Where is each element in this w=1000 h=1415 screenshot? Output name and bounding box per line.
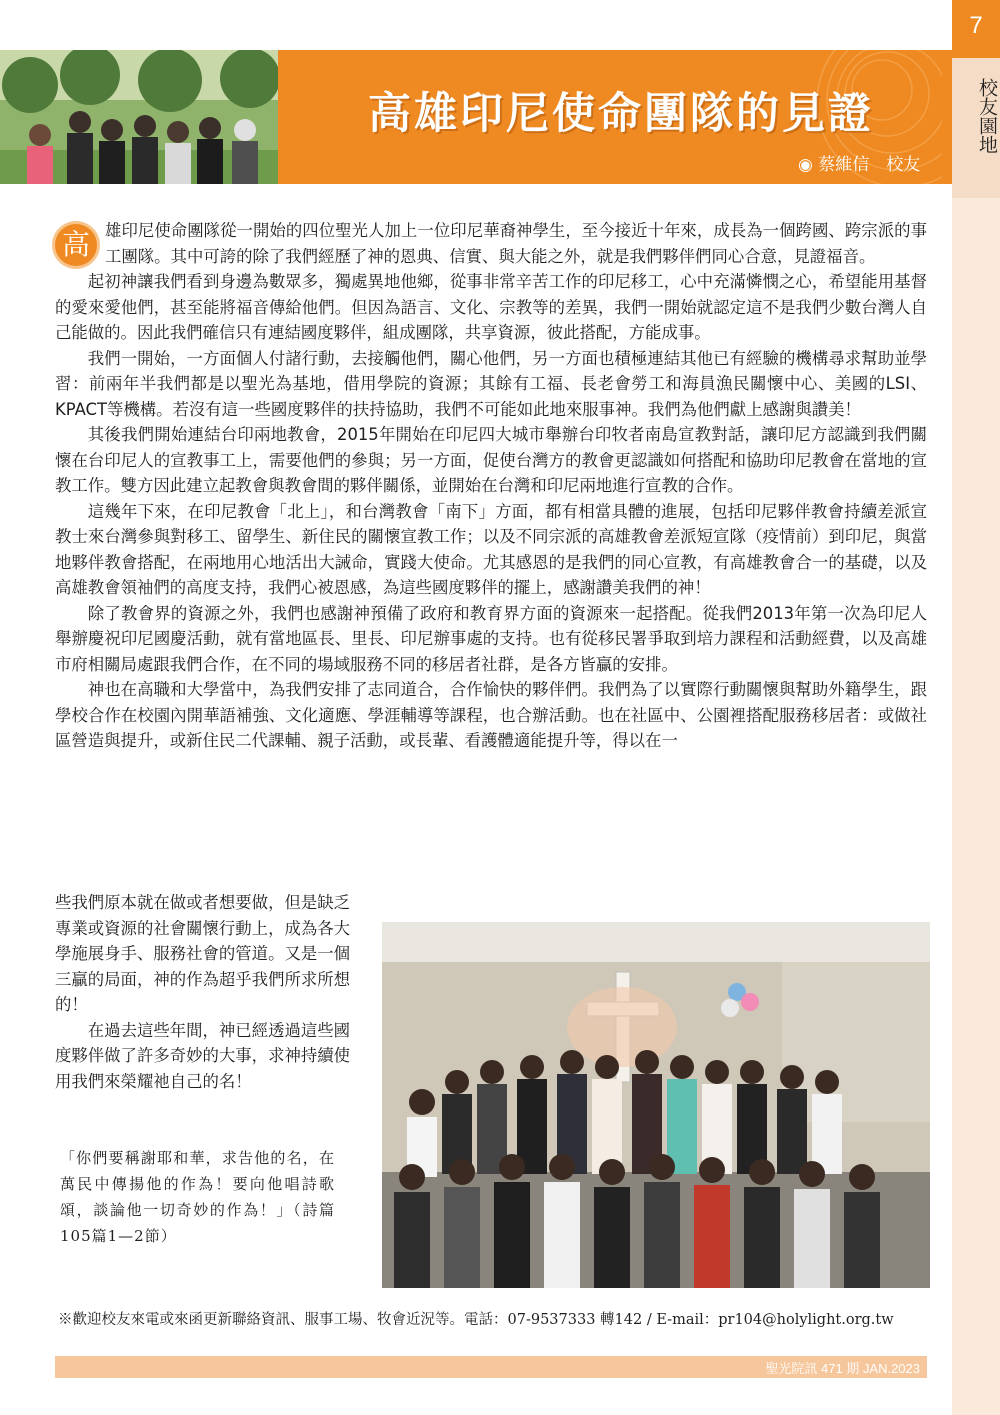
- paragraph: 些我們原本就在做或者想要做，但是缺乏專業或資源的社會關懷行動上，成為各大學施展身手、服務社會的管道。又是一個三贏的局面，神的作為超乎我們所求所想的！: [55, 893, 351, 1014]
- footer-issue: 聖光院訊 471 期 JAN.2023: [765, 1361, 920, 1376]
- page-number: 7: [969, 12, 983, 39]
- paragraph-text: 雄印尼使命團隊從一開始的四位聖光人加上一位印尼華裔神學生，至今接近十年來，成長為一個跨國、跨宗派的事工團隊。其中可誇的除了我們經歷了神的恩典、信實、與大能之外，就是我們夥伴們同心合意，見證福音。: [105, 221, 927, 266]
- paragraph: 神也在高職和大學當中，為我們安排了志同道合，合作愉快的夥伴們。我們為了以實際行動關懷與幫助外籍學生，跟學校合作在校園內開華語補強、文化適應、學涯輔導等課程，也合辦活動。也在社區中、公園裡搭配服務移居者：或做社區營造與提升，或新住民二代課輔、親子活動，或長輩、看護體適能提升等，得以在一: [55, 680, 927, 750]
- paragraph: 這幾年下來，在印尼教會「北上」，和台灣教會「南下」方面，都有相當具體的進展，包括印尼夥伴教會持續差派宣教士來台灣參與對移工、留學生、新住民的關懷宣教工作；以及不同宗派的高雄教會差派短宣隊（疫情前）到印尼，與當地夥伴教會搭配，在兩地用心地活出大誡命，實踐大使命。尤其感恩的是我們的同心宣教，有高雄教會合一的基礎，以及高雄教會領袖們的高度支持，我們心被恩感，為這些國度夥伴的擺上，感謝讚美我們的神！: [55, 501, 927, 597]
- outdoor-group-photo: [0, 50, 278, 184]
- paragraph: 在過去這些年間，神已經透過這些國度夥伴做了許多奇妙的大事，求神持續使用我們來榮耀祂自己的名！: [55, 1020, 351, 1091]
- paragraph: [55, 218, 927, 269]
- paragraph: 其後我們開始連結台印兩地教會，2015年開始在印尼四大城市舉辦台印牧者南島宣教對話，讓印尼方認識到我們關懷在台印尼人的宣教事工上，需要他們的參與；另一方面，促使台灣方的教會更認識如何搭配和協助印尼教會在當地的宣教工作。雙方因此建立起教會與教會間的夥伴關係，並開始在台灣和印尼兩地進行宣教的合作。: [55, 425, 927, 495]
- section-name: 校友園地: [976, 78, 998, 154]
- paragraph: 起初神讓我們看到身邊為數眾多，獨處異地他鄉，從事非常辛苦工作的印尼移工，心中充滿憐憫之心，希望能用基督的愛來愛他們，甚至能將福音傳給他們。但因為語言、文化、宗教等的差異，我們一開始就認定這不是我們少數台灣人自己能做的。因此我們確信只有連結國度夥伴，組成團隊，共享資源，彼此搭配，方能成事。: [55, 272, 927, 342]
- narrow-column: [55, 890, 360, 1094]
- paragraph: 除了教會界的資源之外，我們也感謝神預備了政府和教育界方面的資源來一起搭配。從我們2013年第一次為印尼人舉辦慶祝印尼國慶活動，就有當地區長、里長、印尼辦事處的支持。也有從移民署爭取到培力課程和活動經費，以及高雄市府相關局處跟我們合作，在不同的場域服務不同的移居者社群，是各方皆贏的安排。: [55, 603, 927, 674]
- side-strip: [952, 198, 1000, 1415]
- article-title: 高雄印尼使命團隊的見證: [368, 89, 874, 139]
- bible-verse: 「你們要稱謝耶和華，求告他的名，在萬民中傳揚他的作為！要向他唱詩歌頌，談論他一切奇妙的作為！」（詩篇105篇1—2節）: [60, 1149, 335, 1245]
- contact-info: ※歡迎校友來電或來函更新聯絡資訊、服事工場、牧會近況等。電話：07-9537333 轉142 / E-mail：pr104@holylight.org.tw: [58, 1312, 894, 1328]
- dropcap: 高: [55, 224, 97, 266]
- author-line: ◉ 蔡維信 校友: [798, 155, 921, 175]
- church-group-photo: [382, 922, 930, 1288]
- paragraph: 我們一開始，一方面個人付諸行動，去接觸他們，關心他們，另一方面也積極連結其他已有經驗的機構尋求幫助並學習：前兩年半我們都是以聖光為基地，借用學院的資源；其餘有工福、長老會勞工和海員漁民關懷中心、美國的LSI、 KPACT等機構。若沒有這一些國度夥伴的扶持協助，我們不可能如此地來服事神。我們為他們獻上感謝與讚美！: [55, 348, 927, 419]
- article-body: [55, 218, 927, 754]
